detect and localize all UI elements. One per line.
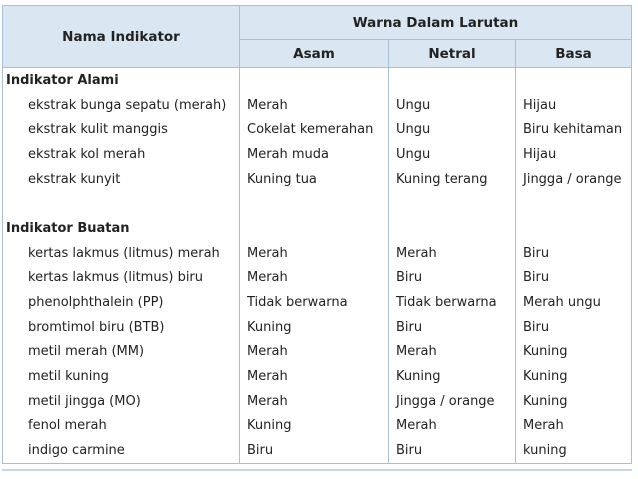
header-nama-indikator: Nama Indikator — [3, 6, 240, 68]
cell-netral: Biru — [389, 266, 516, 291]
bottom-divider — [2, 469, 632, 471]
cell-nama: metil merah (MM) — [3, 340, 240, 365]
group-row-buatan — [3, 216, 632, 241]
cell-nama: bromtimol biru (BTB) — [3, 315, 240, 340]
cell-asam: Merah — [240, 389, 389, 414]
cell-netral: Merah — [389, 340, 516, 365]
cell-nama: ekstrak kulit manggis — [3, 117, 240, 142]
table-row — [3, 414, 632, 439]
cell-asam: Merah — [240, 93, 389, 118]
header-basa: Basa — [516, 40, 632, 68]
cell-nama: kertas lakmus (litmus) biru — [3, 266, 240, 291]
cell-asam: Cokelat kemerahan — [240, 117, 389, 142]
cell-netral: Kuning — [389, 364, 516, 389]
cell-basa: Kuning — [516, 364, 632, 389]
cell-netral: Ungu — [389, 93, 516, 118]
table-row — [3, 290, 632, 315]
cell-nama: ekstrak bunga sepatu (merah) — [3, 93, 240, 118]
cell-netral: Ungu — [389, 117, 516, 142]
cell-netral: Tidak berwarna — [389, 290, 516, 315]
table-row — [3, 438, 632, 463]
header-asam: Asam — [240, 40, 389, 68]
cell-asam: Kuning tua — [240, 167, 389, 192]
table-row — [3, 315, 632, 340]
cell-asam: Merah — [240, 266, 389, 291]
cell-basa: Hijau — [516, 93, 632, 118]
cell-asam: Biru — [240, 438, 389, 463]
cell-netral: Kuning terang — [389, 167, 516, 192]
cell-nama: fenol merah — [3, 414, 240, 439]
cell-basa: Biru kehitaman — [516, 117, 632, 142]
cell-nama: phenolphthalein (PP) — [3, 290, 240, 315]
table-body — [3, 68, 632, 464]
cell-nama: metil kuning — [3, 364, 240, 389]
cell-basa: Kuning — [516, 340, 632, 365]
cell-basa: Merah ungu — [516, 290, 632, 315]
group-label: Indikator Alami — [3, 68, 240, 93]
cell-netral: Jingga / orange — [389, 389, 516, 414]
cell-basa: Kuning — [516, 389, 632, 414]
cell-asam: Tidak berwarna — [240, 290, 389, 315]
group-label: Indikator Buatan — [3, 216, 240, 241]
cell-basa: Biru — [516, 241, 632, 266]
cell-nama: metil jingga (MO) — [3, 389, 240, 414]
cell-netral: Merah — [389, 414, 516, 439]
table-row — [3, 364, 632, 389]
cell-asam: Kuning — [240, 315, 389, 340]
header-netral: Netral — [389, 40, 516, 68]
group-row-alami — [3, 68, 632, 93]
cell-basa: Merah — [516, 414, 632, 439]
cell-basa: kuning — [516, 438, 632, 463]
cell-netral: Biru — [389, 438, 516, 463]
indicator-table-container — [2, 5, 632, 464]
header-warna-dalam-larutan: Warna Dalam Larutan — [240, 6, 632, 40]
cell-nama: indigo carmine — [3, 438, 240, 463]
table-row — [3, 117, 632, 142]
table-row — [3, 142, 632, 167]
cell-netral: Merah — [389, 241, 516, 266]
cell-basa: Jingga / orange — [516, 167, 632, 192]
cell-asam: Kuning — [240, 414, 389, 439]
cell-nama: kertas lakmus (litmus) merah — [3, 241, 240, 266]
spacer-row — [3, 191, 632, 216]
cell-asam: Merah — [240, 364, 389, 389]
table-row — [3, 389, 632, 414]
cell-basa: Biru — [516, 315, 632, 340]
cell-asam: Merah — [240, 340, 389, 365]
indicator-table — [2, 5, 632, 464]
table-row — [3, 167, 632, 192]
cell-asam: Merah muda — [240, 142, 389, 167]
table-row — [3, 93, 632, 118]
cell-basa: Biru — [516, 266, 632, 291]
cell-netral: Ungu — [389, 142, 516, 167]
cell-basa: Hijau — [516, 142, 632, 167]
cell-nama: ekstrak kol merah — [3, 142, 240, 167]
table-row — [3, 340, 632, 365]
cell-netral: Biru — [389, 315, 516, 340]
table-row — [3, 266, 632, 291]
table-row — [3, 241, 632, 266]
cell-nama: ekstrak kunyit — [3, 167, 240, 192]
cell-asam: Merah — [240, 241, 389, 266]
